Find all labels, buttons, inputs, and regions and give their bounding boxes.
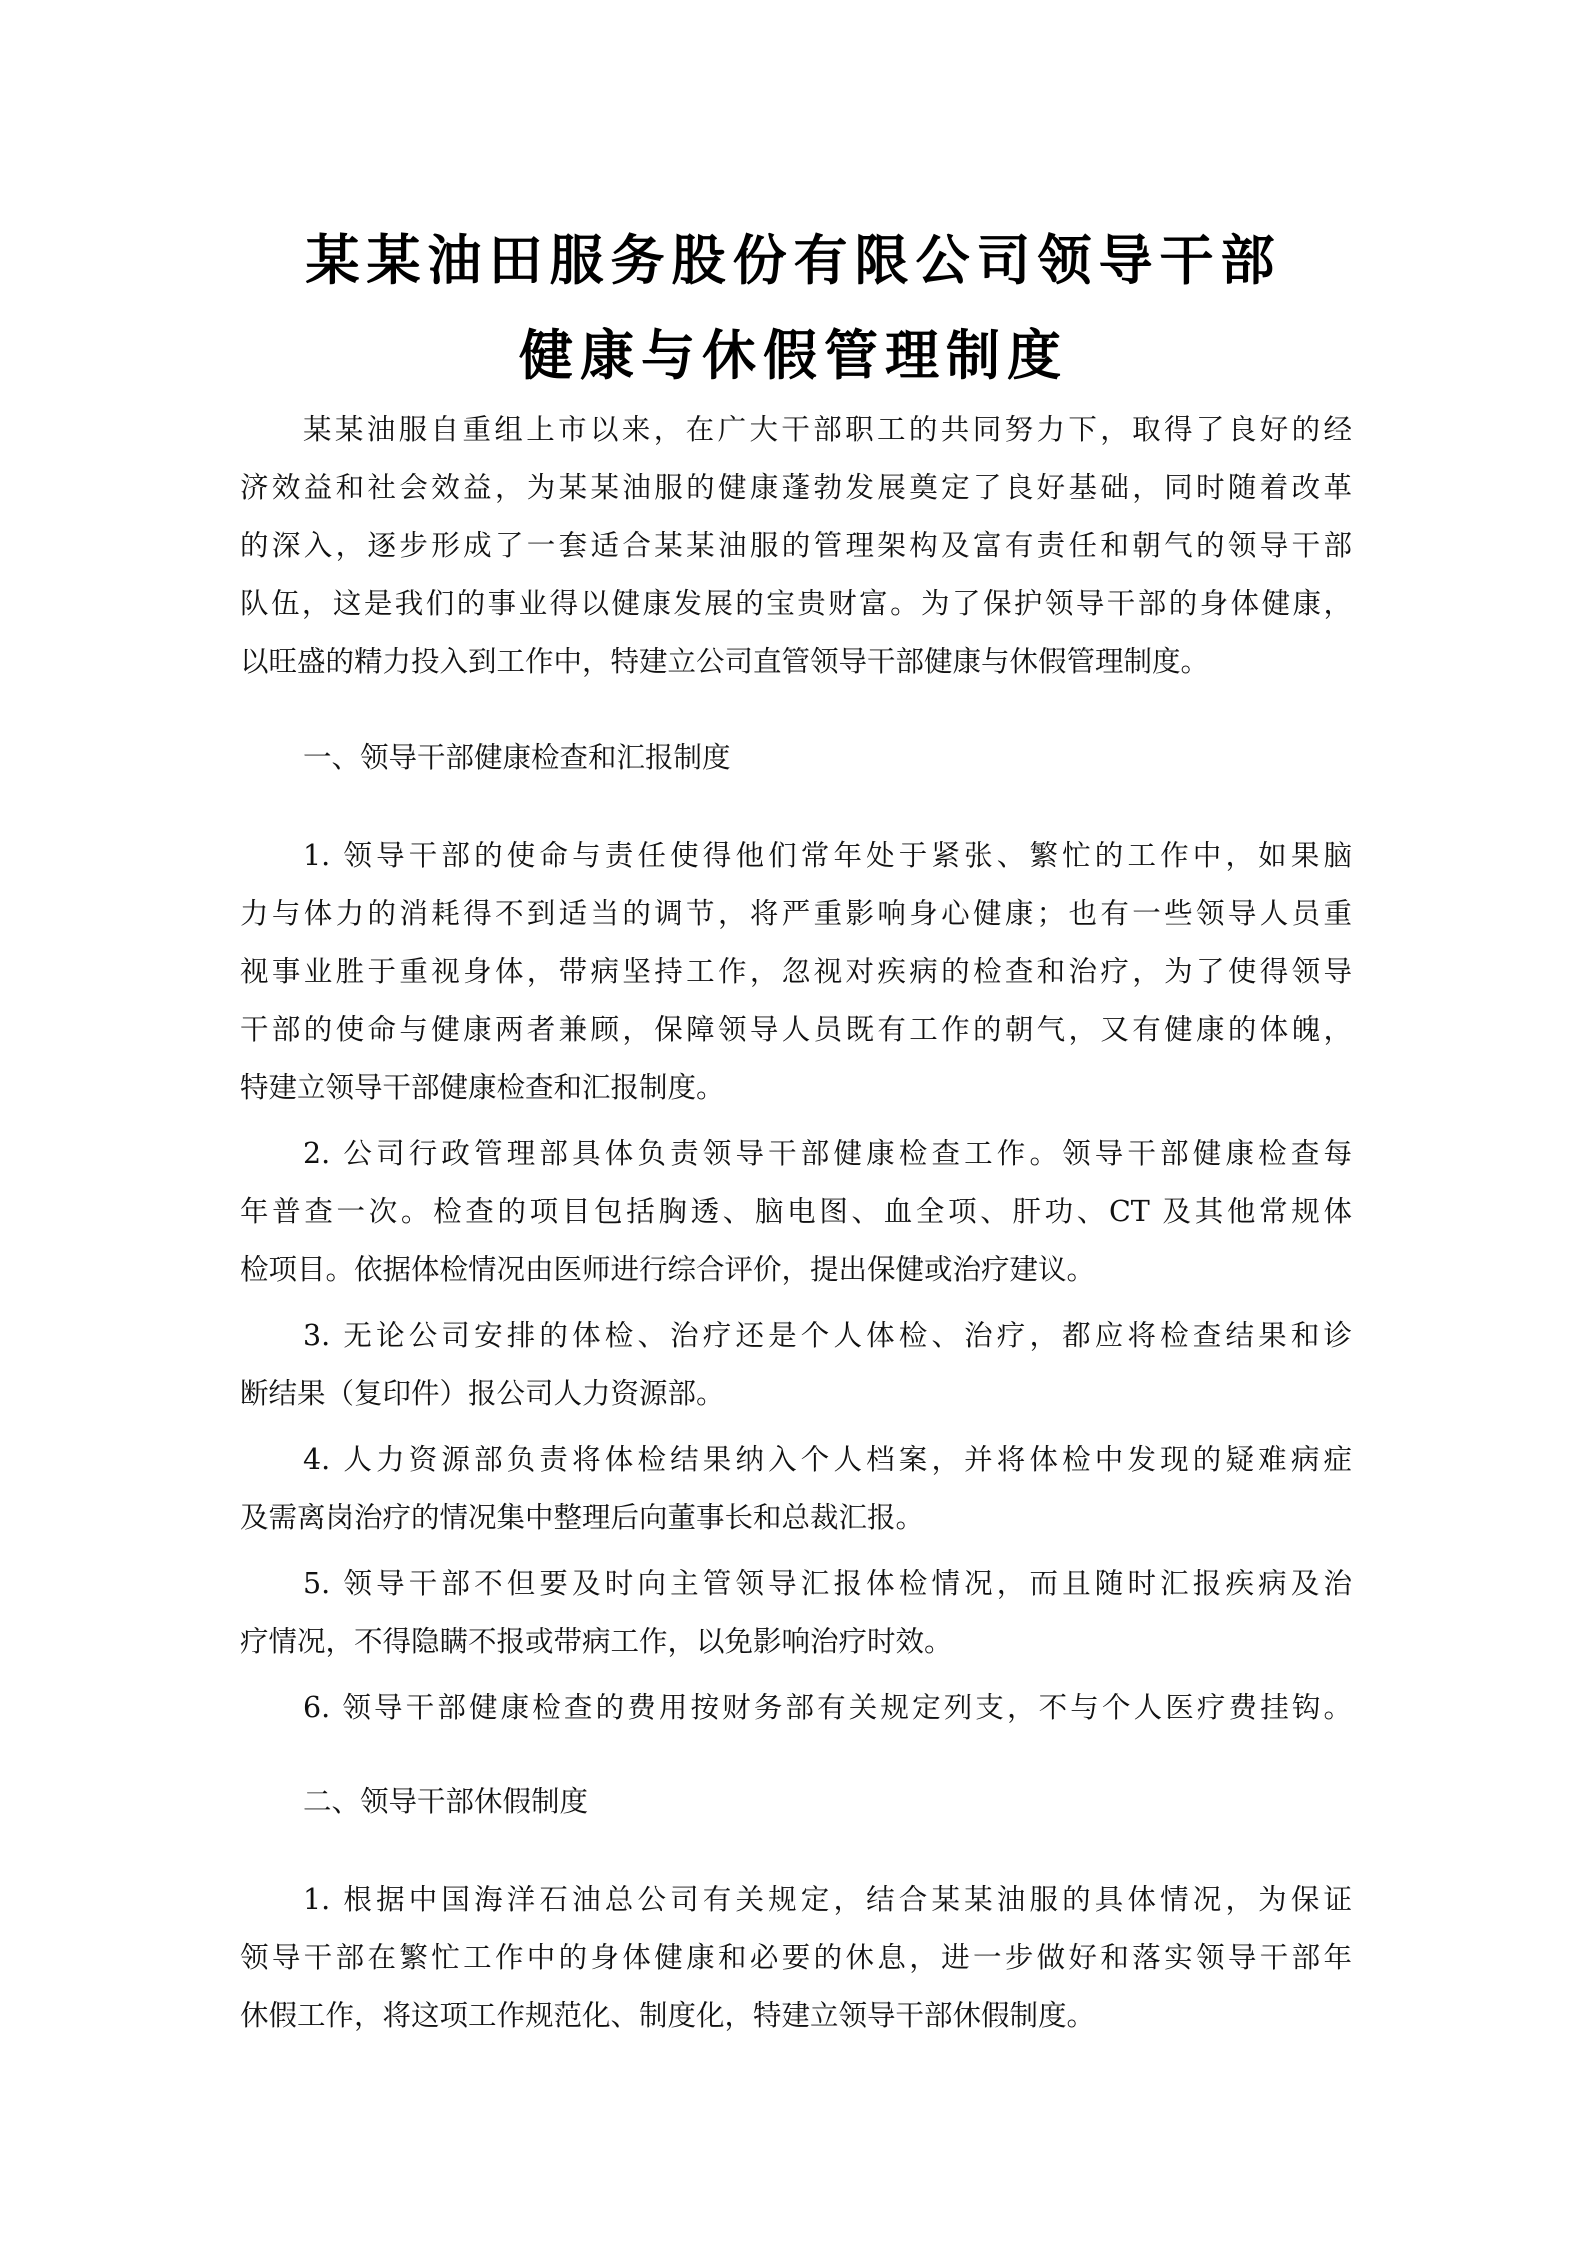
section-2-item-1-line: 1. 根据中国海洋石油总公司有关规定，结合某某油服的具体情况，为保证 — [303, 1883, 1352, 1916]
section-1-item-2-line: 2. 公司行政管理部具体负责领导干部健康检查工作。领导干部健康检查每 — [303, 1137, 1352, 1170]
section-2-heading: 二、领导干部休假制度 — [303, 1785, 589, 1818]
intro-line: 某某油服自重组上市以来，在广大干部职工的共同努力下，取得了良好的经 — [303, 413, 1352, 446]
intro-line: 以旺盛的精力投入到工作中，特建立公司直管领导干部健康与休假管理制度。 — [240, 645, 1210, 678]
section-1-item-5-line: 5. 领导干部不但要及时向主管领导汇报体检情况，而且随时汇报疾病及治 — [303, 1567, 1352, 1600]
intro-line: 济效益和社会效益，为某某油服的健康蓬勃发展奠定了良好基础，同时随着改革 — [240, 471, 1352, 504]
section-1-item-1-line: 干部的使命与健康两者兼顾，保障领导人员既有工作的朝气，又有健康的体魄， — [240, 1013, 1352, 1046]
section-1-item-2-line: 检项目。依据体检情况由医师进行综合评价，提出保健或治疗建议。 — [240, 1253, 1096, 1286]
section-1-item-3-line: 断结果（复印件）报公司人力资源部。 — [240, 1377, 725, 1410]
section-1-item-6-line: 6. 领导干部健康检查的费用按财务部有关规定列支，不与个人医疗费挂钩。 — [303, 1691, 1352, 1724]
section-1-item-1-line: 1. 领导干部的使命与责任使得他们常年处于紧张、繁忙的工作中，如果脑 — [303, 839, 1352, 872]
section-1-item-3-line: 3. 无论公司安排的体检、治疗还是个人体检、治疗，都应将检查结果和诊 — [303, 1319, 1352, 1352]
section-1-item-1-line: 视事业胜于重视身体，带病坚持工作，忽视对疾病的检查和治疗，为了使得领导 — [240, 955, 1352, 988]
section-1-item-5-line: 疗情况，不得隐瞒不报或带病工作，以免影响治疗时效。 — [240, 1625, 953, 1658]
section-1-heading: 一、领导干部健康检查和汇报制度 — [303, 741, 731, 774]
section-1-item-2-line: 年普查一次。检查的项目包括胸透、脑电图、血全项、肝功、CT 及其他常规体 — [240, 1195, 1352, 1228]
section-1-item-4-line: 及需离岗治疗的情况集中整理后向董事长和总裁汇报。 — [240, 1501, 925, 1534]
section-1-item-4-line: 4. 人力资源部负责将体检结果纳入个人档案，并将体检中发现的疑难病症 — [303, 1443, 1352, 1476]
document-title-line-1: 某某油田服务股份有限公司领导干部 — [305, 229, 1282, 292]
section-2-item-1-line: 领导干部在繁忙工作中的身体健康和必要的休息，进一步做好和落实领导干部年 — [240, 1941, 1352, 1974]
section-1-item-1-line: 特建立领导干部健康检查和汇报制度。 — [240, 1071, 725, 1104]
intro-line: 队伍，这是我们的事业得以健康发展的宝贵财富。为了保护领导干部的身体健康， — [240, 587, 1352, 620]
intro-line: 的深入，逐步形成了一套适合某某油服的管理架构及富有责任和朝气的领导干部 — [240, 529, 1352, 562]
document-title-line-2: 健康与休假管理制度 — [519, 324, 1068, 387]
section-2-item-1-line: 休假工作，将这项工作规范化、制度化，特建立领导干部休假制度。 — [240, 1999, 1096, 2032]
section-1-item-1-line: 力与体力的消耗得不到适当的调节，将严重影响身心健康；也有一些领导人员重 — [240, 897, 1352, 930]
